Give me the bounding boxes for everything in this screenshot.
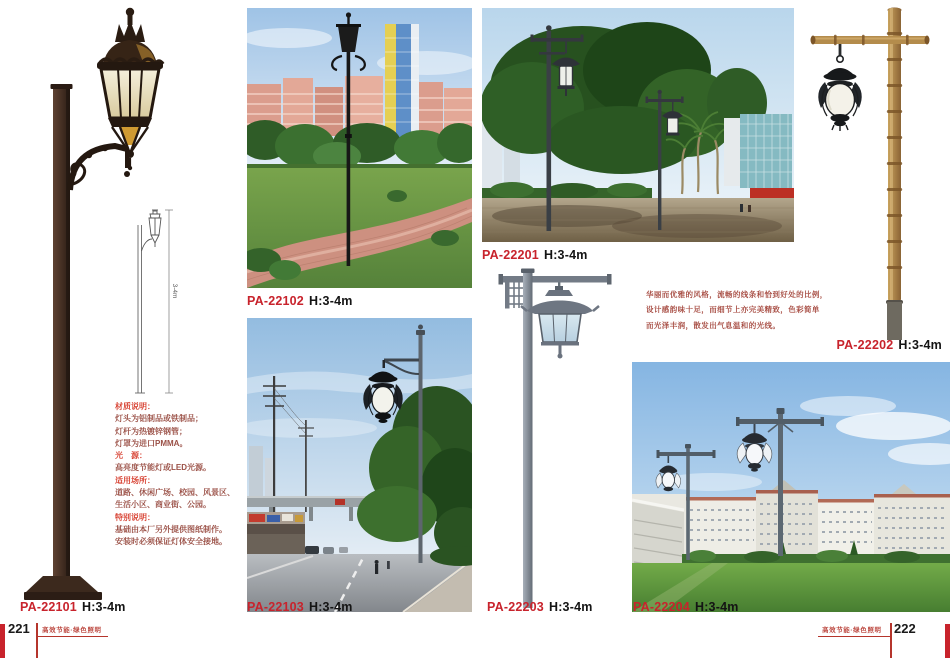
spec-line: 基础由本厂另外提供图纸制作。 xyxy=(115,524,227,534)
bamboo-lamp-illustration xyxy=(806,6,950,340)
spec-line: 灯罩为进口PMMA。 xyxy=(115,438,188,448)
footer-slogan-left: 高效节能·绿色照明 xyxy=(42,627,102,634)
product-label-pa22201 xyxy=(482,248,588,262)
tall-tower xyxy=(385,24,419,138)
product-code: PA-22202 xyxy=(836,338,894,352)
spec-line: 道路、休闲广场、校园、风景区、 xyxy=(115,488,235,498)
photo-pa-22103 xyxy=(247,318,472,612)
spec-line: 生活小区、商业街、公园。 xyxy=(115,500,211,510)
product-spec: H:3-4m xyxy=(548,600,593,614)
lamp-diagram xyxy=(130,205,180,395)
product-spec: H:3-4m xyxy=(898,338,942,352)
product-spec: H:3-4m xyxy=(694,600,739,614)
materials-spec-block xyxy=(115,401,250,549)
product-spec: H:3-4m xyxy=(81,600,126,614)
scroll-bracket xyxy=(70,145,130,190)
mini-lantern-outline xyxy=(142,210,162,251)
product-code: PA-22201 xyxy=(482,248,539,262)
page-number-left: 221 xyxy=(8,621,30,636)
product-code: PA-22102 xyxy=(247,294,304,308)
spec-heading-special-note: 特别说明： xyxy=(115,512,155,522)
product-spec: H:3-4m xyxy=(308,294,353,308)
spec-line: 高亮度节能灯或LED光源。 xyxy=(115,463,211,473)
description-line: 华丽而优雅的风格，流畅的线条和恰到好处的比例， xyxy=(646,290,828,299)
photo-pa-22204 xyxy=(632,362,950,612)
page-number-right: 222 xyxy=(894,621,916,636)
product-spec: H:3-4m xyxy=(543,248,588,262)
product-code: PA-22203 xyxy=(487,600,544,614)
description-line: 而光泽丰润，散发出气息温和的光线。 xyxy=(646,320,781,330)
pagoda-lamp-illustration xyxy=(483,262,638,614)
footer-slogan-right: 高效节能·绿色照明 xyxy=(822,627,882,634)
lamp-render-pa-22203 xyxy=(483,262,638,614)
footer-underline-left xyxy=(36,636,108,637)
spec-heading-applications: 适用场所： xyxy=(115,475,155,485)
glass-building xyxy=(724,114,792,188)
lattice-bracket xyxy=(509,282,523,308)
product-label-pa22203 xyxy=(487,600,593,614)
photo-pa-22102 xyxy=(247,8,472,288)
product-label-pa22103 xyxy=(247,600,353,614)
dimension-drawing xyxy=(130,205,180,395)
red-banner xyxy=(750,188,794,198)
product-label-pa22204 xyxy=(633,600,739,614)
photo-pa-22201 xyxy=(482,8,794,242)
product-code: PA-22204 xyxy=(633,600,690,614)
product-code: PA-22103 xyxy=(247,600,304,614)
pagoda-lantern xyxy=(521,286,599,359)
product-spec: H:3-4m xyxy=(308,600,353,614)
product-description xyxy=(646,287,828,333)
product-code: PA-22101 xyxy=(20,600,77,614)
spec-line: 灯头为铝制品或铁制品； xyxy=(115,414,203,424)
page-edge-bar-right xyxy=(945,624,950,658)
product-label-pa22102 xyxy=(247,294,353,308)
spec-heading-light-source: 光 源： xyxy=(115,451,147,461)
product-label-pa22101 xyxy=(20,600,126,614)
spec-line: 灯杆为热镀锌钢管； xyxy=(115,426,187,436)
page-edge-bar-left xyxy=(0,624,5,658)
diagram-height-label: 3-4m xyxy=(171,283,178,299)
product-label-pa22202 xyxy=(836,338,942,352)
footer-divider-right xyxy=(890,623,892,658)
footer-underline-right xyxy=(818,636,890,637)
dimension-line xyxy=(165,210,173,393)
kerosene-lantern xyxy=(818,44,861,131)
lamp-render-pa-22202 xyxy=(806,6,950,340)
description-line: 设计感韵味十足，而细节上亦完美精致，色彩简单 xyxy=(646,305,820,315)
shop-fronts xyxy=(247,512,305,554)
footer-divider-left xyxy=(36,623,38,658)
spec-heading-material: 材质说明： xyxy=(115,402,155,411)
spec-line: 安装时必须保证灯体安全接地。 xyxy=(115,537,227,547)
